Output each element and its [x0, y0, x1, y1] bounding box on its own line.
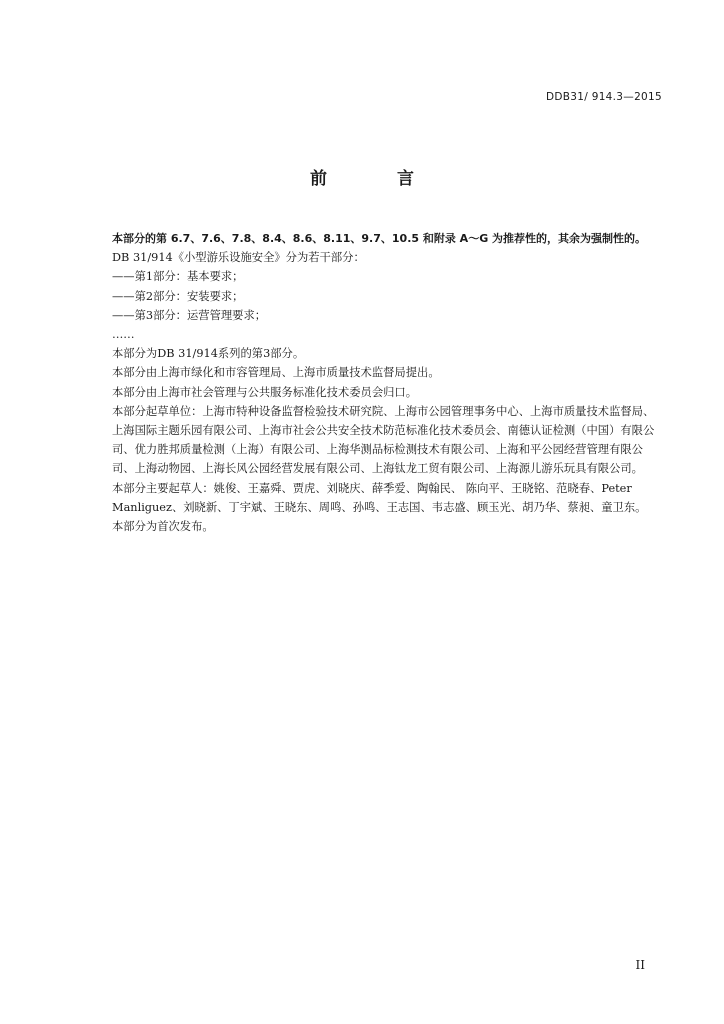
series-intro-paragraph: DB 31/914《小型游乐设施安全》分为若干部分：: [112, 251, 365, 265]
drafting-units-paragraph: 本部分起草单位：上海市特种设备监督检验技术研究院、上海市公园管理事务中心、上海市质量技术监督局、上海国际主题乐园有限公司、上海市社会公共安全技术防范标准化技术委员会、南德认证检测（中国）有限公司、优力胜邦质量检测（上海）有限公司、上海华测品标检测技术有限公司、上海和平公园经营管理有限公司、上海动物园、上海长风公园经营发展有限公司、上海钛龙工贸有限公司、上海源儿游乐玩具有限公司。: [112, 404, 655, 476]
foreword-body: [112, 229, 660, 536]
drafters-paragraph: 本部分主要起草人：姚俊、王嘉舜、贾虎、刘晓庆、薛季爱、陶翰民、 陈向平、王晓铭、范晓春、Peter Manliguez、刘晓新、丁宇斌、王晓东、周鸣、孙鸣、王志国、韦志盛、顾玉光、胡乃华、蔡昶、童卫东。: [112, 481, 647, 514]
first-release-paragraph: 本部分为首次发布。: [112, 520, 214, 534]
page-number: II: [635, 958, 645, 972]
recommended-clauses-paragraph: 本部分的第 6.7、7.6、7.8、8.4、8.6、8.11、9.7、10.5 和附录 A～G 为推荐性的，其余为强制性的。: [112, 232, 647, 245]
foreword-title: 前 言: [310, 169, 446, 189]
proposer-paragraph: 本部分由上海市绿化和市容管理局、上海市质量技术监督局提出。: [112, 366, 440, 380]
part-statement-paragraph: 本部分为DB 31/914系列的第3部分。: [112, 347, 305, 361]
part-1-item: ——第1部分：基本要求；: [112, 270, 244, 284]
ellipsis-item: ……: [112, 328, 135, 342]
part-2-item: ——第2部分：安装要求；: [112, 289, 244, 303]
document-code: DDB31/ 914.3—2015: [546, 91, 662, 103]
part-3-item: ——第3部分：运营管理要求；: [112, 308, 267, 322]
centralized-paragraph: 本部分由上海市社会管理与公共服务标准化技术委员会归口。: [112, 385, 418, 399]
